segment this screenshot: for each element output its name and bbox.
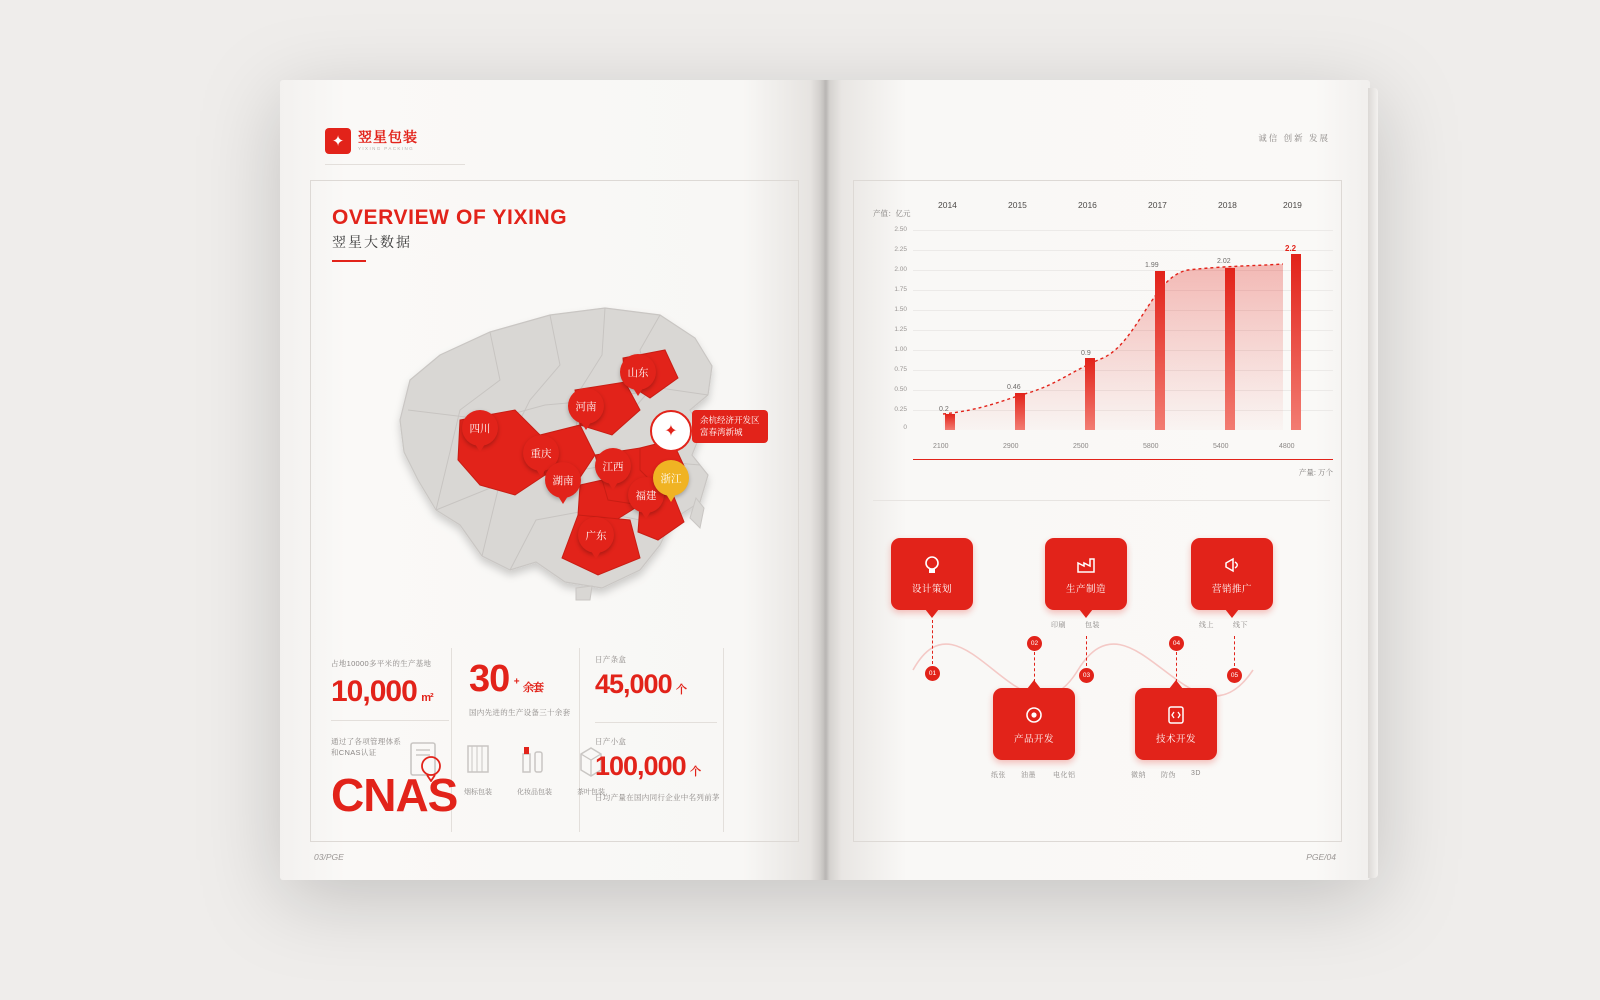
- page-title-en: OVERVIEW OF YIXING: [332, 206, 568, 229]
- map-pin[interactable]: [568, 388, 604, 424]
- bar-qty: 2100: [933, 443, 949, 450]
- map-pin[interactable]: [545, 462, 581, 498]
- stats-divider: [723, 648, 724, 832]
- brand-logo: [325, 128, 418, 154]
- x-tick: 2018: [1218, 200, 1237, 210]
- lightbulb-icon: [921, 554, 943, 576]
- stat-unit: m²: [421, 692, 433, 704]
- bar-value: 0.46: [1007, 384, 1021, 391]
- y-tick: 1.75: [894, 286, 907, 293]
- map-pin-label: 浙江: [660, 472, 682, 485]
- process-node-number: 04: [1169, 636, 1184, 651]
- process-sub-label: 电化铝: [1053, 772, 1076, 779]
- trend-curve: [913, 230, 1333, 430]
- callout-line1: 余杭经济开发区: [700, 415, 760, 425]
- star-cube-icon: ✦: [325, 128, 351, 154]
- stats-divider: [331, 720, 449, 721]
- map-pin-zhejiang[interactable]: [653, 460, 689, 496]
- map-callout: [692, 410, 768, 443]
- magazine-spread: [280, 80, 1370, 880]
- stat-sup: +: [513, 676, 519, 688]
- y-tick: 2.25: [894, 246, 907, 253]
- process-sub-label: 印刷: [1051, 622, 1066, 629]
- left-page: [280, 80, 825, 880]
- bar-value: 0.2: [939, 406, 949, 413]
- y-tick: 0.75: [894, 366, 907, 373]
- map-pin-label: 福建: [635, 489, 657, 502]
- chart-bar: [1015, 393, 1025, 430]
- process-node-design[interactable]: [891, 538, 973, 610]
- process-diagram: [873, 520, 1333, 810]
- china-map-svg: [340, 270, 780, 625]
- stat-label: 占地10000多平米的生产基地: [331, 659, 432, 668]
- process-sub-label: 线下: [1233, 622, 1248, 629]
- cnas-badge: CNAS: [331, 769, 458, 821]
- logo-divider: [325, 164, 465, 165]
- process-sub-label: 防伪: [1161, 772, 1176, 779]
- map-pin-label: 广东: [585, 529, 607, 542]
- process-node-label: 生产制造: [1065, 583, 1106, 595]
- stat-footnote: 日均产量在国内同行企业中名列前茅: [595, 793, 720, 802]
- bar-value-highlight: 2.2: [1285, 244, 1297, 253]
- connector: [1086, 636, 1087, 666]
- stat-label: 日产条盒: [595, 655, 627, 664]
- bar-value: 0.9: [1081, 350, 1091, 357]
- process-sub-label: 3D: [1191, 770, 1201, 777]
- megaphone-icon: [1221, 554, 1243, 576]
- connector: [932, 620, 933, 664]
- process-sub-label: 包装: [1085, 622, 1100, 629]
- x-tick: 2017: [1148, 200, 1167, 210]
- process-node-label: 设计策划: [911, 583, 952, 595]
- code-icon: [1165, 704, 1187, 726]
- slogan: 诚信 创新 发展: [1258, 133, 1330, 143]
- process-node-label: 营销推广: [1211, 583, 1252, 595]
- stat-daily-carton: [595, 654, 686, 700]
- stat-area-land: [331, 658, 433, 709]
- process-node-product[interactable]: [993, 688, 1075, 760]
- brand-name-en: YIXING PACKING: [358, 146, 415, 152]
- product-item: [517, 740, 552, 797]
- china-map: [340, 270, 780, 625]
- stat-value: 100,000: [595, 751, 686, 781]
- factory-icon: [1075, 554, 1097, 576]
- map-pin-label: 湖南: [552, 474, 574, 487]
- map-pin[interactable]: [620, 354, 656, 390]
- chart-xlabel: 产量: 万个: [1298, 468, 1333, 477]
- process-sub-label: 微纳: [1131, 772, 1146, 779]
- map-pin[interactable]: [578, 517, 614, 553]
- stat-label: 国内先进的生产设备三十余套: [469, 708, 571, 717]
- bar-value: 1.99: [1145, 262, 1159, 269]
- bar-qty: 5400: [1213, 443, 1229, 450]
- y-tick: 2.50: [894, 226, 907, 233]
- process-node-number: 01: [925, 666, 940, 681]
- connector: [1176, 652, 1177, 682]
- map-pin-label: 江西: [602, 460, 624, 473]
- process-node-label: 产品开发: [1013, 733, 1054, 745]
- map-pin[interactable]: [462, 410, 498, 446]
- process-node-number: 05: [1227, 668, 1242, 683]
- process-node-technology[interactable]: [1135, 688, 1217, 760]
- stat-daily-box: [595, 736, 720, 803]
- process-node-number: 03: [1079, 668, 1094, 683]
- map-pin[interactable]: [595, 448, 631, 484]
- map-pin-label: 重庆: [530, 447, 552, 460]
- target-icon: [1023, 704, 1045, 726]
- page-title-cn: 翌星大数据: [332, 234, 412, 250]
- cosmetics-icon: [517, 740, 547, 778]
- process-node-number: 02: [1027, 636, 1042, 651]
- product-icon-row: [463, 740, 606, 797]
- map-pin-label: 河南: [575, 400, 597, 413]
- stat-unit: 个: [690, 766, 701, 778]
- right-page: [825, 80, 1370, 880]
- product-caption: 茶叶包装: [577, 789, 605, 796]
- certificate-icon: [407, 740, 447, 782]
- page-number-right: PGE/04: [1306, 852, 1336, 862]
- bar-qty: 5800: [1143, 443, 1159, 450]
- process-sub-label: 油墨: [1021, 772, 1036, 779]
- product-item: [463, 740, 493, 797]
- chart-bar: [1085, 358, 1095, 430]
- bar-qty: 4800: [1279, 443, 1295, 450]
- stats-band: [311, 640, 796, 840]
- y-tick: 0: [903, 424, 907, 431]
- process-sub-label: 线上: [1199, 622, 1214, 629]
- bar-value: 2.02: [1217, 258, 1231, 265]
- x-tick: 2016: [1078, 200, 1097, 210]
- location-star-icon[interactable]: ✦: [650, 410, 692, 452]
- chart-bar: [945, 414, 955, 430]
- stat-value: 45,000: [595, 669, 672, 699]
- x-tick: 2019: [1283, 200, 1302, 210]
- cigarette-pack-icon: [463, 740, 493, 778]
- process-node-marketing[interactable]: [1191, 538, 1273, 610]
- x-tick: 2015: [1008, 200, 1027, 210]
- stat-value: 30: [469, 658, 510, 700]
- y-tick: 0.25: [894, 406, 907, 413]
- chart-baseline: [913, 459, 1333, 461]
- product-caption: 化妆品包装: [517, 789, 552, 796]
- product-caption: 烟标包装: [464, 789, 492, 796]
- process-node-manufacture[interactable]: [1045, 538, 1127, 610]
- chart-bar: [1155, 271, 1165, 430]
- cnas-caption-1: 通过了各项管理体系: [331, 737, 402, 746]
- process-node-label: 技术开发: [1155, 733, 1196, 745]
- bar-qty: 2500: [1073, 443, 1089, 450]
- connector: [1034, 652, 1035, 682]
- cnas-caption-2: 和CNAS认证: [331, 748, 377, 757]
- map-pin-label: 四川: [469, 422, 491, 435]
- chart-bar: [1291, 254, 1301, 430]
- stat-unit: 个: [676, 684, 687, 696]
- y-tick: 0.50: [894, 386, 907, 393]
- stat-equipment: [469, 658, 570, 718]
- process-sub-label: 纸张: [991, 772, 1006, 779]
- page-edge-right: [1368, 88, 1378, 878]
- stat-unit: 余套: [523, 682, 544, 694]
- stat-label: 日产小盒: [595, 737, 627, 746]
- chart-ylabel: 产值：亿元: [873, 209, 911, 218]
- production-value-chart: [873, 200, 1333, 477]
- brand-name-cn: 翌星包装: [358, 129, 418, 146]
- y-tick: 1.00: [894, 346, 907, 353]
- callout-line2: 富春湾新城: [700, 427, 743, 438]
- x-tick: 2014: [938, 200, 957, 210]
- y-tick: 2.00: [894, 266, 907, 273]
- bar-qty: 2900: [1003, 443, 1019, 450]
- y-tick: 1.50: [894, 306, 907, 313]
- stat-value: 10,000: [331, 675, 417, 708]
- map-pin-label: 山东: [627, 366, 649, 379]
- chart-bar: [1225, 268, 1235, 430]
- section-divider: [873, 500, 1330, 501]
- page-number-left: 03/PGE: [314, 852, 344, 862]
- stats-divider: [595, 722, 717, 723]
- title-underline: [332, 260, 366, 262]
- y-tick: 1.25: [894, 326, 907, 333]
- chart-plot: [913, 200, 1333, 450]
- connector: [1234, 636, 1235, 666]
